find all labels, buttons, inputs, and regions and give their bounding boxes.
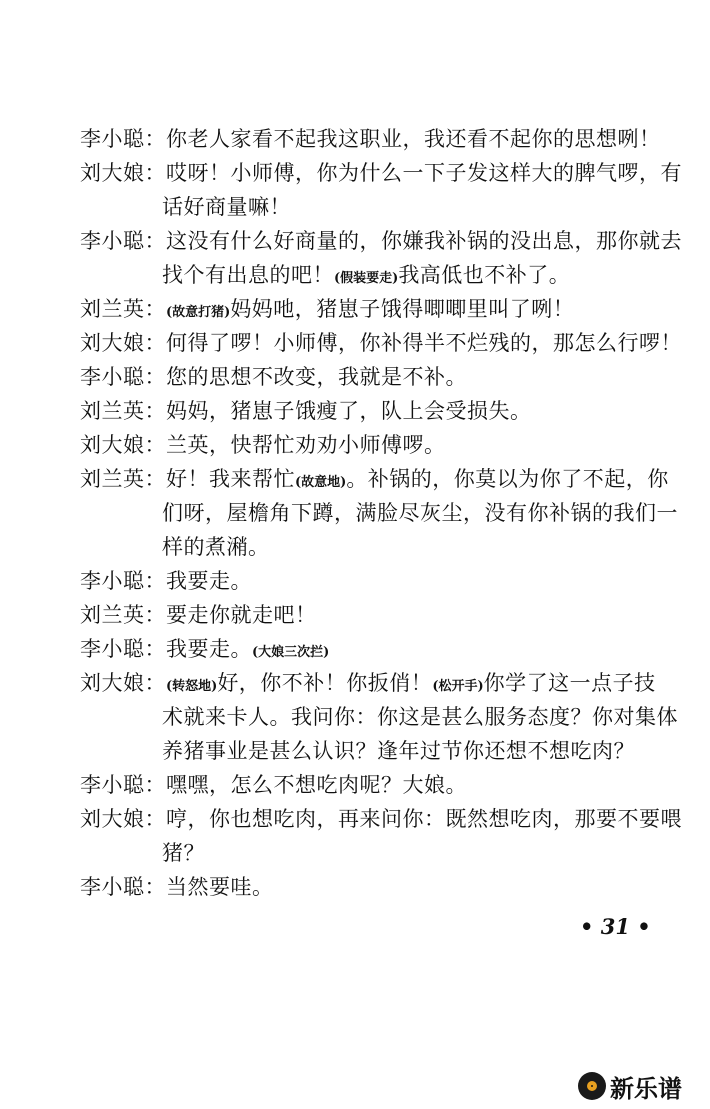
dialogue-line <box>80 126 661 152</box>
dialogue-line <box>80 602 317 628</box>
line-text: 。补锅的，你莫以为你了不起，你 <box>346 467 669 491</box>
stage-direction: (故意地) <box>295 475 347 490</box>
record-disc-icon <box>578 1072 606 1100</box>
speaker-name: 李小聪： <box>80 637 166 661</box>
line-text: 何得了啰！小师傅，你补得半不烂残的，那怎么行啰！ <box>166 331 682 355</box>
line-text: 们呀，屋檐角下蹲，满脸尽灰尘，没有你补锅的我们一 <box>162 501 678 525</box>
line-text: 当然要哇。 <box>166 875 274 899</box>
line-text: 哎呀！小师傅，你为什么一下子发这样大的脾气啰，有 <box>166 161 682 185</box>
speaker-name: 李小聪： <box>80 365 166 389</box>
line-text: 您的思想不改变，我就是不补。 <box>166 365 467 389</box>
speaker-name: 刘大娘： <box>80 331 166 355</box>
dialogue-line <box>80 296 574 326</box>
line-text: 话好商量嘛！ <box>162 195 291 219</box>
speaker-name: 李小聪： <box>80 569 166 593</box>
dialogue-continuation <box>162 262 570 292</box>
speaker-name: 刘大娘： <box>80 161 166 185</box>
line-text: 养猪事业是甚么认识？逢年过节你还想不想吃肉？ <box>162 739 635 763</box>
stage-direction: (松开手) <box>432 679 484 694</box>
dialogue-line <box>80 636 329 666</box>
speaker-name: 刘兰英： <box>80 297 166 321</box>
line-text: 我高低也不补了。 <box>398 263 571 287</box>
dialogue-continuation <box>162 840 205 866</box>
dialogue-line <box>80 432 446 458</box>
dialogue-continuation <box>162 194 291 220</box>
dialogue-line <box>80 874 274 900</box>
line-text: 你学了这一点子技 <box>483 671 656 695</box>
stage-direction: (故意打猪) <box>166 305 231 320</box>
watermark-brand: 新乐谱 <box>610 1074 682 1103</box>
line-text: 妈妈吔，猪崽子饿得唧唧里叫了咧！ <box>230 297 575 321</box>
dialogue-line <box>80 670 656 700</box>
speaker-name: 李小聪： <box>80 127 166 151</box>
dialogue-line <box>80 772 467 798</box>
dialogue-line <box>80 806 682 832</box>
dialogue-continuation <box>162 704 678 730</box>
speaker-name: 李小聪： <box>80 875 166 899</box>
line-text: 要走你就走吧！ <box>166 603 317 627</box>
stage-direction: (假装要走) <box>334 271 399 286</box>
line-text: 你老人家看不起我这职业，我还看不起你的思想咧！ <box>166 127 661 151</box>
dialogue-continuation <box>162 500 678 526</box>
line-text: 我要走。 <box>166 569 252 593</box>
dialogue-line <box>80 228 682 254</box>
dialogue-line <box>80 364 467 390</box>
line-text: 术就来卡人。我问你：你这是甚么服务态度？你对集体 <box>162 705 678 729</box>
speaker-name: 刘兰英： <box>80 603 166 627</box>
line-text: 兰英，快帮忙劝劝小师傅啰。 <box>166 433 446 457</box>
watermark-logo <box>578 1070 682 1102</box>
stage-direction: (大娘三次拦) <box>252 645 330 660</box>
dialogue-line <box>80 330 682 356</box>
line-text: 猪？ <box>162 841 205 865</box>
line-text: 妈妈，猪崽子饿瘦了，队上会受损失。 <box>166 399 532 423</box>
page-number: • 31 • <box>580 914 651 939</box>
line-text: 哼，你也想吃肉，再来问你：既然想吃肉，那要不要喂 <box>166 807 682 831</box>
dialogue-continuation <box>162 534 270 560</box>
line-text: 这没有什么好商量的，你嫌我补锅的没出息，那你就去 <box>166 229 682 253</box>
line-text: 找个有出息的吧！ <box>162 263 334 287</box>
dialogue-line <box>80 466 669 496</box>
dialogue-line <box>80 398 532 424</box>
dialogue-continuation <box>162 738 635 764</box>
speaker-name: 刘大娘： <box>80 671 166 695</box>
speaker-name: 李小聪： <box>80 773 166 797</box>
speaker-name: 李小聪： <box>80 229 166 253</box>
dialogue-line <box>80 160 682 186</box>
line-text: 好！我来帮忙 <box>166 467 295 491</box>
dialogue-line <box>80 568 252 594</box>
line-text: 好，你不补！你扳俏！ <box>217 671 433 695</box>
speaker-name: 刘兰英： <box>80 467 166 491</box>
stage-direction: (转怒地) <box>166 679 218 694</box>
speaker-name: 刘大娘： <box>80 433 166 457</box>
line-text: 样的煮潲。 <box>162 535 270 559</box>
line-text: 我要走。 <box>166 637 252 661</box>
speaker-name: 刘大娘： <box>80 807 166 831</box>
speaker-name: 刘兰英： <box>80 399 166 423</box>
line-text: 嘿嘿，怎么不想吃肉呢？大娘。 <box>166 773 467 797</box>
